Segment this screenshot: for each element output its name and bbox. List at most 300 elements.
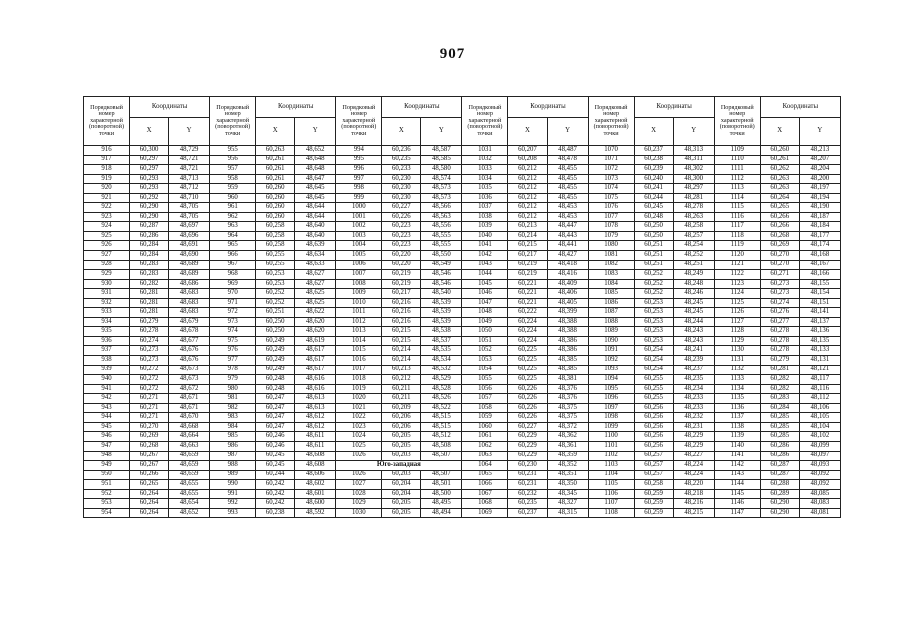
y-coordinate-cell: 48,612 [295, 422, 336, 432]
point-number-cell: 1147 [714, 508, 760, 518]
point-number-cell: 929 [84, 270, 130, 280]
y-coordinate-cell: 48,620 [295, 317, 336, 327]
y-coordinate-cell: 48,252 [673, 251, 714, 261]
y-coordinate-cell: 48,237 [673, 365, 714, 375]
x-coordinate-cell: 60,225 [508, 375, 547, 385]
y-coordinate-cell: 48,478 [547, 155, 588, 165]
x-coordinate-cell: 60,244 [634, 193, 673, 203]
point-number-cell: 1135 [714, 394, 760, 404]
y-coordinate-cell: 48,453 [547, 203, 588, 213]
point-number-cell: 916 [84, 146, 130, 156]
point-number-cell: 976 [210, 346, 256, 356]
point-number-cell: 999 [336, 193, 382, 203]
point-number-cell: 1106 [588, 489, 634, 499]
point-number-cell: 1048 [462, 308, 508, 318]
y-coordinate-cell: 48,443 [547, 231, 588, 241]
point-number-cell: 1063 [462, 451, 508, 461]
y-coordinate-cell: 48,085 [799, 489, 840, 499]
y-coordinate-cell: 48,081 [799, 508, 840, 518]
y-coordinate-cell: 48,532 [421, 365, 462, 375]
point-number-cell: 1005 [336, 251, 382, 261]
x-coordinate-cell: 60,274 [130, 336, 169, 346]
x-coordinate-cell: 60,212 [382, 375, 421, 385]
point-number-cell: 1010 [336, 298, 382, 308]
point-number-cell: 1127 [714, 317, 760, 327]
point-number-cell: 1128 [714, 327, 760, 337]
y-coordinate-cell: 48,616 [295, 384, 336, 394]
y-coordinate-cell: 48,592 [295, 508, 336, 518]
point-number-cell: 1103 [588, 461, 634, 471]
x-coordinate-cell: 60,214 [508, 231, 547, 241]
point-number-cell: 1060 [462, 422, 508, 432]
x-coordinate-cell: 60,251 [634, 260, 673, 270]
x-coordinate-cell: 60,260 [256, 193, 295, 203]
y-coordinate-cell: 48,351 [547, 470, 588, 480]
point-number-cell: 1000 [336, 203, 382, 213]
point-number-cell: 1098 [588, 413, 634, 423]
point-number-cell: 1023 [336, 422, 382, 432]
x-coordinate-cell: 60,264 [130, 499, 169, 509]
point-number-cell: 1043 [462, 260, 508, 270]
y-coordinate-cell: 48,566 [421, 203, 462, 213]
y-coordinate-cell: 48,538 [421, 327, 462, 337]
point-number-cell: 1121 [714, 260, 760, 270]
y-coordinate-cell: 48,676 [169, 346, 210, 356]
y-coordinate-cell: 48,710 [169, 193, 210, 203]
x-coordinate-cell: 60,261 [256, 174, 295, 184]
table-row [84, 346, 841, 356]
y-coordinate-cell: 48,659 [169, 451, 210, 461]
y-coordinate-cell: 48,494 [421, 508, 462, 518]
x-coordinate-cell: 60,272 [130, 365, 169, 375]
point-number-cell: 923 [84, 212, 130, 222]
point-number-cell: 1053 [462, 356, 508, 366]
point-number-cell: 973 [210, 317, 256, 327]
point-number-cell: 1112 [714, 174, 760, 184]
x-coordinate-cell: 60,213 [382, 365, 421, 375]
point-number-cell: 1040 [462, 231, 508, 241]
point-number-cell: 1108 [588, 508, 634, 518]
y-coordinate-cell: 48,254 [673, 241, 714, 251]
y-coordinate-cell: 48,539 [421, 317, 462, 327]
x-coordinate-cell: 60,267 [130, 461, 169, 471]
y-coordinate-cell: 48,352 [547, 461, 588, 471]
point-number-cell: 975 [210, 336, 256, 346]
x-coordinate-cell: 60,284 [760, 403, 799, 413]
point-number-cell: 1011 [336, 308, 382, 318]
x-coordinate-cell: 60,278 [130, 327, 169, 337]
x-coordinate-cell: 60,231 [508, 480, 547, 490]
y-coordinate-cell: 48,302 [673, 165, 714, 175]
y-coordinate-cell: 48,200 [799, 174, 840, 184]
y-coordinate-cell: 48,512 [421, 432, 462, 442]
point-number-cell: 1122 [714, 270, 760, 280]
x-coordinate-cell: 60,263 [760, 174, 799, 184]
x-coordinate-cell: 60,206 [382, 413, 421, 423]
y-coordinate-cell: 48,713 [169, 174, 210, 184]
point-number-cell: 1139 [714, 432, 760, 442]
y-coordinate-cell: 48,627 [295, 270, 336, 280]
point-number-cell: 1119 [714, 241, 760, 251]
x-coordinate-cell: 60,283 [130, 270, 169, 280]
y-coordinate-cell: 48,633 [295, 260, 336, 270]
point-number-cell: 1082 [588, 260, 634, 270]
y-coordinate-cell: 48,375 [547, 413, 588, 423]
y-coordinate-cell: 48,083 [799, 499, 840, 509]
x-coordinate-cell: 60,273 [130, 346, 169, 356]
point-number-cell: 1094 [588, 375, 634, 385]
point-number-cell: 1083 [588, 270, 634, 280]
y-coordinate-cell: 48,534 [421, 356, 462, 366]
x-coordinate-cell: 60,253 [634, 308, 673, 318]
x-coordinate-cell: 60,279 [130, 317, 169, 327]
y-coordinate-cell: 48,224 [673, 470, 714, 480]
point-number-cell: 1089 [588, 327, 634, 337]
x-coordinate-cell: 60,245 [634, 203, 673, 213]
table-row [84, 155, 841, 165]
y-coordinate-cell: 48,659 [169, 461, 210, 471]
header-y: Y [547, 118, 588, 146]
table-row [84, 365, 841, 375]
header-x: X [508, 118, 547, 146]
point-number-cell: 1003 [336, 231, 382, 241]
y-coordinate-cell: 48,683 [169, 289, 210, 299]
y-coordinate-cell: 48,617 [295, 365, 336, 375]
point-number-cell: 1045 [462, 279, 508, 289]
y-coordinate-cell: 48,133 [799, 346, 840, 356]
x-coordinate-cell: 60,258 [256, 241, 295, 251]
point-number-cell: 993 [210, 508, 256, 518]
x-coordinate-cell: 60,223 [382, 222, 421, 232]
x-coordinate-cell: 60,215 [382, 336, 421, 346]
table-row [84, 298, 841, 308]
x-coordinate-cell: 60,219 [508, 260, 547, 270]
point-number-cell: 1077 [588, 212, 634, 222]
y-coordinate-cell: 48,131 [799, 356, 840, 366]
y-coordinate-cell: 48,376 [547, 394, 588, 404]
point-number-cell: 922 [84, 203, 130, 213]
y-coordinate-cell: 48,563 [421, 212, 462, 222]
y-coordinate-cell: 48,622 [295, 308, 336, 318]
y-coordinate-cell: 48,508 [421, 441, 462, 451]
x-coordinate-cell: 60,265 [130, 480, 169, 490]
x-coordinate-cell: 60,246 [256, 432, 295, 442]
x-coordinate-cell: 60,248 [256, 375, 295, 385]
x-coordinate-cell: 60,260 [256, 203, 295, 213]
header-point-number: Порядковый номер характерной (поворотной) точки [462, 97, 508, 146]
x-coordinate-cell: 60,261 [256, 165, 295, 175]
x-coordinate-cell: 60,257 [634, 461, 673, 471]
x-coordinate-cell: 60,215 [508, 241, 547, 251]
point-number-cell: 992 [210, 499, 256, 509]
point-number-cell: 1080 [588, 241, 634, 251]
point-number-cell: 1027 [336, 480, 382, 490]
y-coordinate-cell: 48,097 [799, 451, 840, 461]
y-coordinate-cell: 48,539 [421, 298, 462, 308]
y-coordinate-cell: 48,617 [295, 356, 336, 366]
point-number-cell: 984 [210, 422, 256, 432]
y-coordinate-cell: 48,194 [799, 193, 840, 203]
point-number-cell: 985 [210, 432, 256, 442]
y-coordinate-cell: 48,427 [547, 251, 588, 261]
y-coordinate-cell: 48,679 [169, 317, 210, 327]
y-coordinate-cell: 48,515 [421, 422, 462, 432]
x-coordinate-cell: 60,205 [382, 432, 421, 442]
x-coordinate-cell: 60,239 [634, 165, 673, 175]
point-number-cell: 942 [84, 394, 130, 404]
point-number-cell: 1084 [588, 279, 634, 289]
table-row [84, 451, 841, 461]
y-coordinate-cell: 48,300 [673, 174, 714, 184]
y-coordinate-cell: 48,672 [169, 384, 210, 394]
point-number-cell: 1118 [714, 231, 760, 241]
point-number-cell: 964 [210, 231, 256, 241]
y-coordinate-cell: 48,104 [799, 422, 840, 432]
x-coordinate-cell: 60,256 [634, 403, 673, 413]
point-number-cell: 963 [210, 222, 256, 232]
x-coordinate-cell: 60,211 [382, 394, 421, 404]
y-coordinate-cell: 48,528 [421, 384, 462, 394]
x-coordinate-cell: 60,215 [382, 327, 421, 337]
x-coordinate-cell: 60,216 [382, 317, 421, 327]
y-coordinate-cell: 48,416 [547, 270, 588, 280]
y-coordinate-cell: 48,587 [421, 146, 462, 156]
x-coordinate-cell: 60,262 [760, 165, 799, 175]
x-coordinate-cell: 60,232 [508, 489, 547, 499]
x-coordinate-cell: 60,256 [634, 432, 673, 442]
x-coordinate-cell: 60,224 [508, 317, 547, 327]
point-number-cell: 1006 [336, 260, 382, 270]
table-row [84, 308, 841, 318]
point-number-cell: 994 [336, 146, 382, 156]
x-coordinate-cell: 60,253 [256, 279, 295, 289]
y-coordinate-cell: 48,721 [169, 165, 210, 175]
y-coordinate-cell: 48,664 [169, 432, 210, 442]
point-number-cell: 1055 [462, 375, 508, 385]
point-number-cell: 954 [84, 508, 130, 518]
point-number-cell: 933 [84, 308, 130, 318]
y-coordinate-cell: 48,655 [169, 480, 210, 490]
x-coordinate-cell: 60,217 [508, 251, 547, 261]
x-coordinate-cell: 60,260 [760, 146, 799, 156]
table-row [84, 403, 841, 413]
y-coordinate-cell: 48,174 [799, 241, 840, 251]
table-row [84, 184, 841, 194]
point-number-cell: 1125 [714, 298, 760, 308]
y-coordinate-cell: 48,652 [295, 146, 336, 156]
y-coordinate-cell: 48,251 [673, 260, 714, 270]
table-row [84, 384, 841, 394]
y-coordinate-cell: 48,507 [421, 470, 462, 480]
point-number-cell: 1096 [588, 394, 634, 404]
y-coordinate-cell: 48,243 [673, 327, 714, 337]
y-coordinate-cell: 48,668 [169, 422, 210, 432]
x-coordinate-cell: 60,242 [256, 480, 295, 490]
x-coordinate-cell: 60,273 [760, 289, 799, 299]
header-x: X [634, 118, 673, 146]
point-number-cell: 1075 [588, 193, 634, 203]
point-number-cell: 995 [336, 155, 382, 165]
table-row [84, 317, 841, 327]
point-number-cell: 1126 [714, 308, 760, 318]
point-number-cell: 1047 [462, 298, 508, 308]
x-coordinate-cell: 60,253 [256, 270, 295, 280]
y-coordinate-cell: 48,627 [295, 279, 336, 289]
x-coordinate-cell: 60,253 [634, 317, 673, 327]
y-coordinate-cell: 48,243 [673, 336, 714, 346]
x-coordinate-cell: 60,271 [130, 413, 169, 423]
x-coordinate-cell: 60,271 [130, 403, 169, 413]
y-coordinate-cell: 48,257 [673, 231, 714, 241]
header-y: Y [421, 118, 462, 146]
table-row [84, 279, 841, 289]
x-coordinate-cell: 60,261 [256, 155, 295, 165]
x-coordinate-cell: 60,259 [634, 489, 673, 499]
x-coordinate-cell: 60,289 [760, 489, 799, 499]
x-coordinate-cell: 60,205 [382, 508, 421, 518]
point-number-cell: 1016 [336, 356, 382, 366]
point-number-cell: 1087 [588, 308, 634, 318]
point-number-cell: 957 [210, 165, 256, 175]
point-number-cell: 1004 [336, 241, 382, 251]
y-coordinate-cell: 48,227 [673, 451, 714, 461]
y-coordinate-cell: 48,184 [799, 222, 840, 232]
point-number-cell: 946 [84, 432, 130, 442]
point-number-cell: 1078 [588, 222, 634, 232]
point-number-cell: 1036 [462, 193, 508, 203]
point-number-cell: 1095 [588, 384, 634, 394]
point-number-cell: 951 [84, 480, 130, 490]
point-number-cell: 939 [84, 365, 130, 375]
x-coordinate-cell: 60,270 [130, 422, 169, 432]
x-coordinate-cell: 60,242 [256, 489, 295, 499]
point-number-cell: 930 [84, 279, 130, 289]
y-coordinate-cell: 48,215 [673, 508, 714, 518]
y-coordinate-cell: 48,235 [673, 375, 714, 385]
x-coordinate-cell: 60,225 [508, 365, 547, 375]
x-coordinate-cell: 60,245 [256, 461, 295, 471]
x-coordinate-cell: 60,220 [382, 251, 421, 261]
point-number-cell: 972 [210, 308, 256, 318]
x-coordinate-cell: 60,249 [256, 336, 295, 346]
x-coordinate-cell: 60,219 [382, 270, 421, 280]
point-number-cell: 1093 [588, 365, 634, 375]
x-coordinate-cell: 60,250 [634, 231, 673, 241]
page-number: 907 [439, 46, 466, 62]
x-coordinate-cell: 60,223 [382, 241, 421, 251]
x-coordinate-cell: 60,290 [760, 508, 799, 518]
y-coordinate-cell: 48,611 [295, 441, 336, 451]
y-coordinate-cell: 48,258 [673, 222, 714, 232]
y-coordinate-cell: 48,644 [295, 212, 336, 222]
point-number-cell: 1059 [462, 413, 508, 423]
x-coordinate-cell: 60,258 [256, 222, 295, 232]
x-coordinate-cell: 60,281 [760, 365, 799, 375]
x-coordinate-cell: 60,297 [130, 155, 169, 165]
x-coordinate-cell: 60,242 [256, 499, 295, 509]
y-coordinate-cell: 48,229 [673, 441, 714, 451]
x-coordinate-cell: 60,278 [760, 327, 799, 337]
x-coordinate-cell: 60,247 [256, 413, 295, 423]
x-coordinate-cell: 60,255 [634, 394, 673, 404]
x-coordinate-cell: 60,290 [130, 212, 169, 222]
point-number-cell: 1030 [336, 508, 382, 518]
y-coordinate-cell: 48,686 [169, 279, 210, 289]
point-number-cell: 918 [84, 165, 130, 175]
x-coordinate-cell: 60,204 [382, 480, 421, 490]
x-coordinate-cell: 60,285 [760, 413, 799, 423]
y-coordinate-cell: 48,447 [547, 222, 588, 232]
point-number-cell: 1111 [714, 165, 760, 175]
point-number-cell: 926 [84, 241, 130, 251]
y-coordinate-cell: 48,690 [169, 251, 210, 261]
point-number-cell: 959 [210, 184, 256, 194]
table-row [84, 508, 841, 518]
point-number-cell: 1026 [336, 451, 382, 461]
x-coordinate-cell: 60,271 [130, 394, 169, 404]
y-coordinate-cell: 48,602 [295, 480, 336, 490]
y-coordinate-cell: 48,600 [295, 499, 336, 509]
table-row [84, 174, 841, 184]
point-number-cell: 1037 [462, 203, 508, 213]
point-number-cell: 949 [84, 461, 130, 471]
x-coordinate-cell: 60,287 [760, 470, 799, 480]
y-coordinate-cell: 48,648 [295, 165, 336, 175]
point-number-cell: 1146 [714, 499, 760, 509]
point-number-cell: 1054 [462, 365, 508, 375]
point-number-cell: 1062 [462, 441, 508, 451]
table-row [84, 413, 841, 423]
point-number-cell: 997 [336, 174, 382, 184]
x-coordinate-cell: 60,221 [508, 289, 547, 299]
x-coordinate-cell: 60,249 [256, 365, 295, 375]
x-coordinate-cell: 60,281 [130, 289, 169, 299]
y-coordinate-cell: 48,399 [547, 308, 588, 318]
y-coordinate-cell: 48,418 [547, 260, 588, 270]
x-coordinate-cell: 60,271 [760, 270, 799, 280]
point-number-cell: 1021 [336, 403, 382, 413]
header-x: X [760, 118, 799, 146]
x-coordinate-cell: 60,252 [634, 289, 673, 299]
x-coordinate-cell: 60,250 [256, 317, 295, 327]
y-coordinate-cell: 48,233 [673, 394, 714, 404]
point-number-cell: 1120 [714, 251, 760, 261]
x-coordinate-cell: 60,258 [256, 231, 295, 241]
y-coordinate-cell: 48,556 [421, 222, 462, 232]
x-coordinate-cell: 60,216 [382, 298, 421, 308]
point-number-cell: 986 [210, 441, 256, 451]
point-number-cell: 990 [210, 480, 256, 490]
x-coordinate-cell: 60,245 [256, 451, 295, 461]
y-coordinate-cell: 48,117 [799, 375, 840, 385]
point-number-cell: 968 [210, 270, 256, 280]
x-coordinate-cell: 60,207 [508, 146, 547, 156]
y-coordinate-cell: 48,386 [547, 346, 588, 356]
x-coordinate-cell: 60,244 [256, 470, 295, 480]
point-number-cell: 932 [84, 298, 130, 308]
x-coordinate-cell: 60,214 [382, 346, 421, 356]
y-coordinate-cell: 48,645 [295, 193, 336, 203]
point-number-cell: 1015 [336, 346, 382, 356]
x-coordinate-cell: 60,266 [130, 470, 169, 480]
x-coordinate-cell: 60,252 [256, 289, 295, 299]
point-number-cell: 970 [210, 289, 256, 299]
x-coordinate-cell: 60,256 [634, 413, 673, 423]
y-coordinate-cell: 48,441 [547, 241, 588, 251]
x-coordinate-cell: 60,203 [382, 451, 421, 461]
point-number-cell: 1024 [336, 432, 382, 442]
point-number-cell: 1085 [588, 289, 634, 299]
